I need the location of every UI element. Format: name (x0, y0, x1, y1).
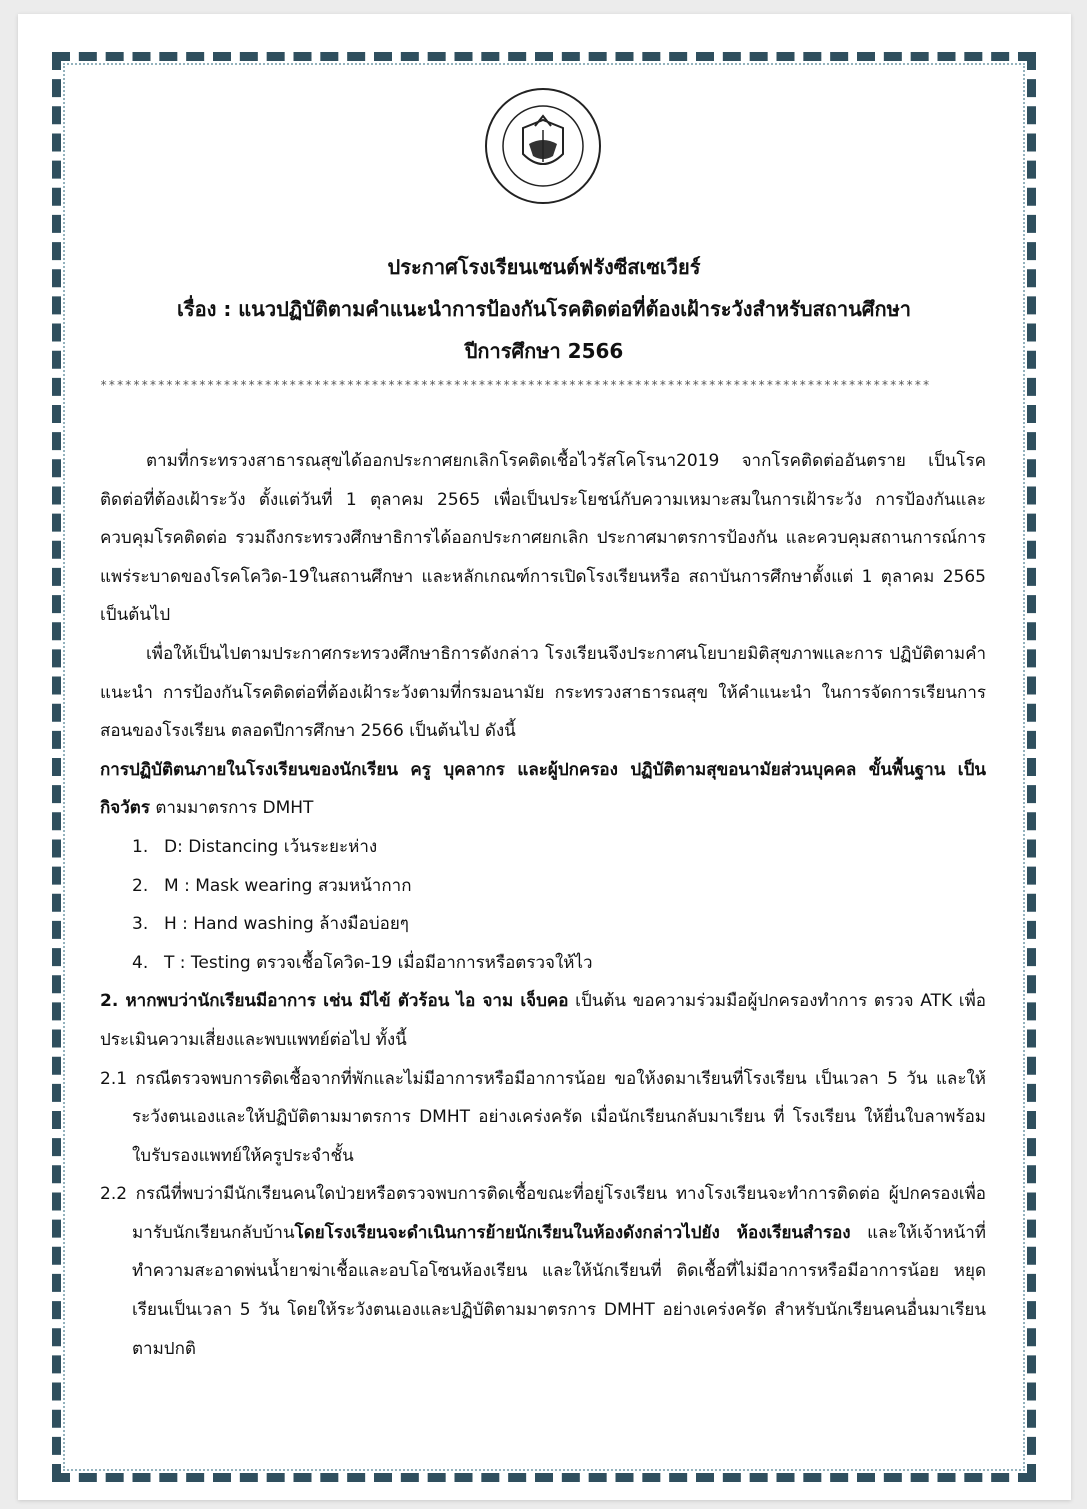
practice-heading: การปฏิบัติตนภายในโรงเรียนของนักเรียน ครู บุคลากร และผู้ปกครอง ปฏิบัติตามสุขอนามัยส่วนบุคคล ขั้นพื้นฐาน เป็นกิจวัตร (100, 759, 986, 819)
document-body (100, 442, 986, 1368)
section-2-text: เป็นต้น ขอความร่วมมือผู้ปกครองทำการ ตรวจ ATK เพื่อประเมินความเสี่ยงและพบแพทย์ต่อไป ทั้งนี้ (100, 991, 986, 1050)
section-2-heading: 2. หากพบว่านักเรียนมีอาการ เช่น มีไข้ ตัวร้อน ไอ จาม เจ็บคอ (100, 991, 569, 1012)
section-2-2: 2.2 กรณีที่พบว่ามีนักเรียนคนใดป่วยหรือตรวจพบการติดเชื้อขณะที่อยู่โรงเรียน ทางโรงเรียนจะทำการติดต่อ ผู้ปกครองเพื่อมารับนักเรียนกลับบ้านโดยโรงเรียนจะดำเนินการย้ายนักเรียนในห้องดังกล่าวไปยัง ห้องเรียนสำรอง และให้เจ้าหน้าที่ทำความสะอาดพ่นน้ำยาฆ่าเชื้อและอบโอโซนห้องเรียน และให้นักเรียนที่ ติดเชื้อที่ไม่มีอาการหรือมีอาการน้อย หยุดเรียนเป็นเวลา 5 วัน โดยให้ระวังตนเองและปฏิบัติตามมาตรการ DMHT อย่างเคร่งครัด สำหรับนักเรียนคนอื่นมาเรียนตามปกติ (100, 1184, 986, 1359)
announcement-title: ประกาศโรงเรียนเซนต์ฟรังซีสเซเวียร์ (387, 255, 701, 279)
section-2-1: 2.1 กรณีตรวจพบการติดเชื้อจากที่พักและไม่มีอาการหรือมีอาการน้อย ขอให้งดมาเรียนที่โรงเรียน เป็นเวลา 5 วัน และให้ระวังตนเองและให้ปฏิบัติตามมาตรการ DMHT อย่างเคร่งครัด เมื่อนักเรียนกลับมาเรียน ที่ โรงเรียน ให้ยื่นใบลาพร้อมใบรับรองแพทย์ให้ครูประจำชั้น (100, 1068, 986, 1166)
announcement-subject: เรื่อง : แนวปฏิบัติตามคำแนะนำการป้องกันโรคติดต่อที่ต้องเฝ้าระวังสำหรับสถานศึกษา (177, 297, 911, 321)
list-item: 1. D: Distancing เว้นระยะห่าง (132, 836, 378, 857)
asterisk-separator: ***************************************************************************************************** (100, 378, 931, 392)
paragraph-policy: เพื่อให้เป็นไปตามประกาศกระทรวงศึกษาธิการดังกล่าว โรงเรียนจึงประกาศนโยบายมิติสุขภาพและการ ปฏิบัติตามคำแนะนำ การป้องกันโรคติดต่อที่ต้องเฝ้าระวังตามที่กรมอนามัย กระทรวงสาธารณสุข ให้คำแนะนำ ในการจัดการเรียนการสอนของโรงเรียน ตลอดปีการศึกษา 2566 เป็นต้นไป ดังนี้ (100, 643, 986, 742)
section-2 (100, 982, 986, 1059)
paragraph-background: ตามที่กระทรวงสาธารณสุขได้ออกประกาศยกเลิกโรคติดเชื้อไวรัสโคโรนา2019 จากโรคติดต่ออันตราย เป็นโรค ติดต่อที่ต้องเฝ้าระวัง ตั้งแต่วันที่ 1 ตุลาคม 2565 เพื่อเป็นประโยชน์กับความเหมาะสมในการเฝ้าระวัง การป้องกันและควบคุมโรคติดต่อ รวมถึงกระทรวงศึกษาธิการได้ออกประกาศยกเลิก ประกาศมาตรการป้องกัน และควบคุมสถานการณ์การแพร่ระบาดของโรคโควิด-19ในสถานศึกษา และหลักเกณฑ์การเปิดโรงเรียนหรือ สถาบันการศึกษาตั้งแต่ 1 ตุลาคม 2565 เป็นต้นไป (100, 451, 987, 626)
document-page (18, 14, 1071, 1500)
section-2-2-emphasis: โดยโรงเรียนจะดำเนินการย้ายนักเรียนในห้องดังกล่าวไปยัง ห้องเรียนสำรอง (294, 1222, 851, 1243)
list-item: 4. T : Testing ตรวจเชื้อโควิด-19 เมื่อมีอาการหรือตรวจให้ไว (132, 952, 593, 973)
paragraph-practice (100, 751, 986, 828)
list-item: 2. M : Mask wearing สวมหน้ากาก (132, 875, 412, 896)
academic-year: ปีการศึกษา 2566 (464, 339, 624, 363)
school-seal-icon (483, 86, 603, 206)
practice-measure: ตามมาตรการ DMHT (149, 798, 314, 819)
dmht-list (100, 828, 986, 982)
document-title-block (78, 246, 1010, 372)
list-item: 3. H : Hand washing ล้างมือบ่อยๆ (132, 914, 409, 935)
